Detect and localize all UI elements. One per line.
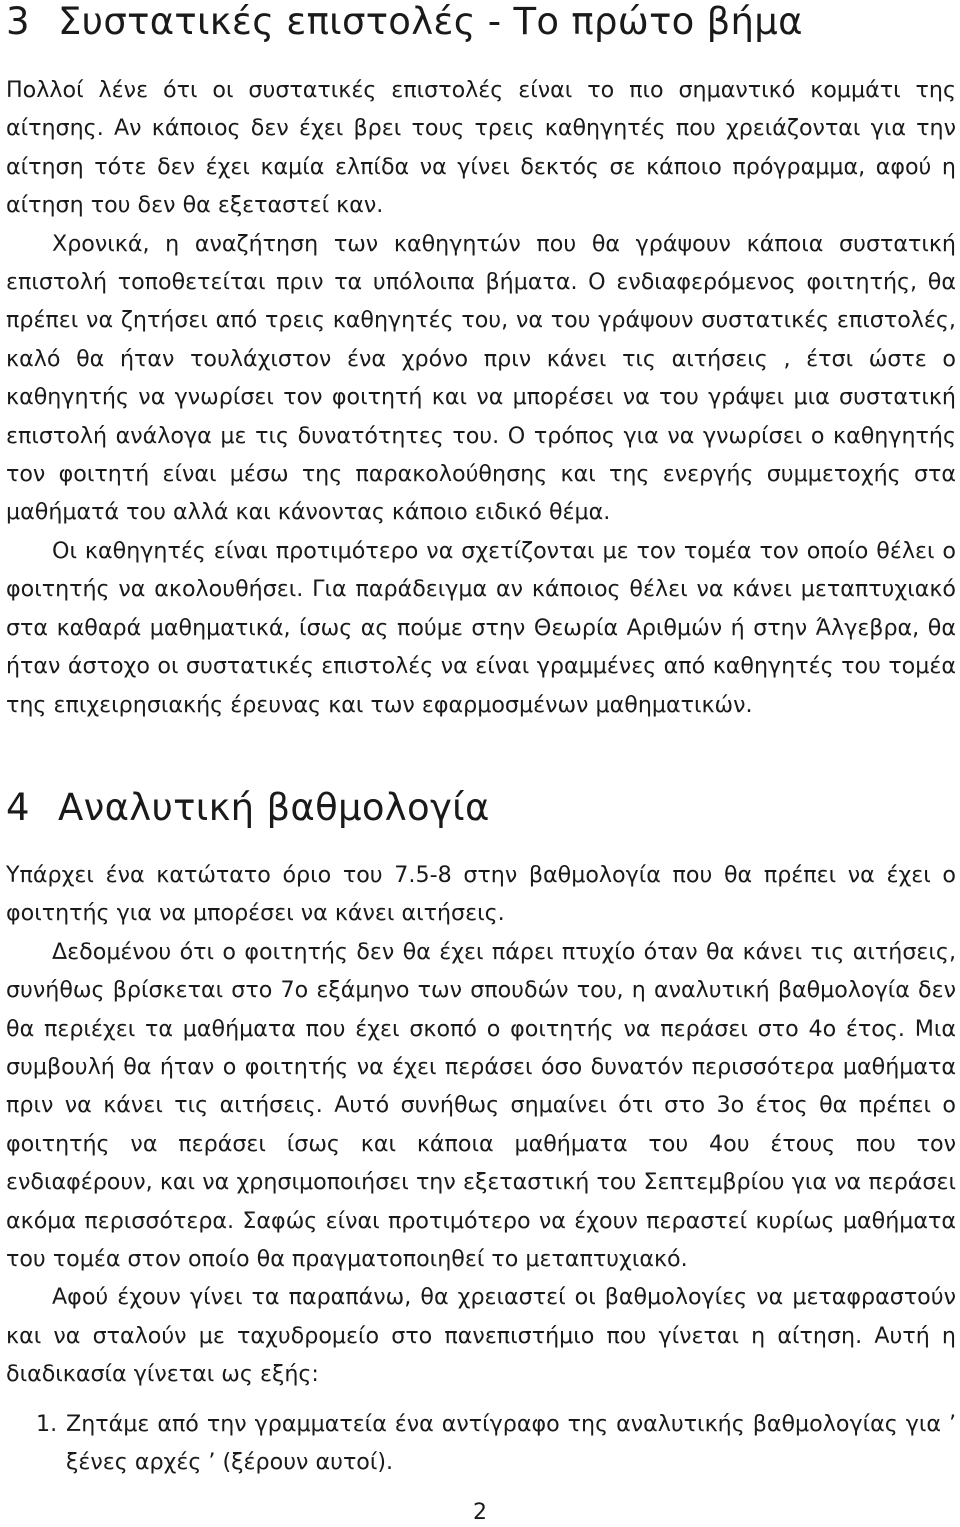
- paragraph: Υπάρχει ένα κατώτατο όριο του 7.5-8 στην βαθμολογία που θα πρέπει να έχει ο φοιτητής για να μπορέσει να κάνει αιτήσεις.: [6, 861, 956, 927]
- section-title: Αναλυτική βαθμολογία: [58, 785, 490, 829]
- section-3: [6, 0, 956, 724]
- section-title: Συστατικές επιστολές - Το πρώτο βήμα: [58, 0, 803, 43]
- section-number: 3: [6, 0, 30, 43]
- paragraph: Δεδομένου ότι ο φοιτητής δεν θα έχει πάρει πτυχίο όταν θα κάνει τις αιτήσεις, συνήθως βρίσκεται στο 7ο εξάμηνο των σπουδών του, η αναλυτική βαθμολογία δεν θα περιέχει τα μαθήματα που έχει σκοπό ο φοιτητής να περάσει στο 4ο έτος. Μια συμβουλή θα ήταν ο φοιτητής να έχει περάσει όσο δυνατόν περισσότερα μαθήματα πριν να κάνει τις αιτήσεις. Αυτό συνήθως σημαίνει ότι στο 3ο έτος θα πρέπει ο φοιτητής να περάσει ίσως και κάποια μαθήματα του 4ου έτους που τον ενδιαφέρουν, και να χρησιμοποιήσει την εξεταστική του Σεπτεμβρίου για να περάσει ακόμα περισσότερα. Σαφώς είναι προτιμότερο να έχουν περαστεί κυρίως μαθήματα του τομέα στον οποίο θα πραγματοποιηθεί το μεταπτυχιακό.: [6, 938, 956, 1272]
- paragraph: Χρονικά, η αναζήτηση των καθηγητών που θα γράψουν κάποια συστατική επιστολή τοποθετείται πριν τα υπόλοιπα βήματα. Ο ενδιαφερόμενος φοιτητής, θα πρέπει να ζητήσει από τρεις καθηγητές του, να του γράψουν συστατικές επιστολές, καλό θα ήταν τουλάχιστον ένα χρόνο πριν κάνει τις αιτήσεις , έτσι ώστε ο καθηγητής να γνωρίσει τον φοιτητή και να μπορέσει να του γράψει μια συστατική επιστολή ανάλογα με τις δυνατότητες του. Ο τρόπος για να γνωρίσει ο καθηγητής τον φοιτητή είναι μέσω της παρακολούθησης και της ενεργής συμμετοχής στα μαθήματά του αλλά και κάνοντας κάποιο ειδικό θέμα.: [6, 230, 956, 526]
- section-number: 4: [6, 785, 30, 829]
- paragraph: Αφού έχουν γίνει τα παραπάνω, θα χρειαστεί οι βαθμολογίες να μεταφραστούν και να σταλούν με ταχυδρομείο στο πανεπιστήμιο που γίνεται η αίτηση. Αυτή η διαδικασία γίνεται ως εξής:: [6, 1284, 956, 1388]
- paragraph: Πολλοί λένε ότι οι συστατικές επιστολές είναι το πιο σημαντικό κομμάτι της αίτησης. Αν κάποιος δεν έχει βρει τους τρεις καθηγητές που χρειάζονται για την αίτηση τότε δεν έχει καμία ελπίδα να γίνει δεκτός σε κάποιο πρόγραμμα, αφού η αίτηση του δεν θα εξεταστεί καν.: [6, 77, 956, 219]
- list-marker: 1.: [36, 1410, 58, 1437]
- list-item: [6, 1405, 956, 1482]
- section-4: [6, 786, 956, 1482]
- section-body: [6, 856, 956, 1482]
- section-heading: [6, 0, 956, 44]
- document-page: [6, 0, 956, 1481]
- section-heading: [6, 786, 956, 830]
- numbered-list: [6, 1405, 956, 1482]
- paragraph: Οι καθηγητές είναι προτιμότερο να σχετίζονται με τον τομέα τον οποίο θέλει ο φοιτητής να ακολουθήσει. Για παράδειγμα αν κάποιος θέλει να κάνει μεταπτυχιακό στα καθαρά μαθηματικά, ίσως ας πούμε στην Θεωρία Αριθμών ή στην Άλγεβρα, θα ήταν άστοχο οι συστατικές επιστολές να είναι γραμμένες από καθηγητές του τομέα της επιχειρησιακής έρευνας και των εφαρμοσμένων μαθηματικών.: [6, 537, 956, 718]
- page-number: 2: [473, 1500, 487, 1525]
- section-body: [6, 71, 956, 724]
- list-item-text: Ζητάμε από την γραμματεία ένα αντίγραφο της αναλυτικής βαθμολογίας για ’ ξένες αρχές ’ (ξέρουν αυτοί).: [66, 1410, 956, 1475]
